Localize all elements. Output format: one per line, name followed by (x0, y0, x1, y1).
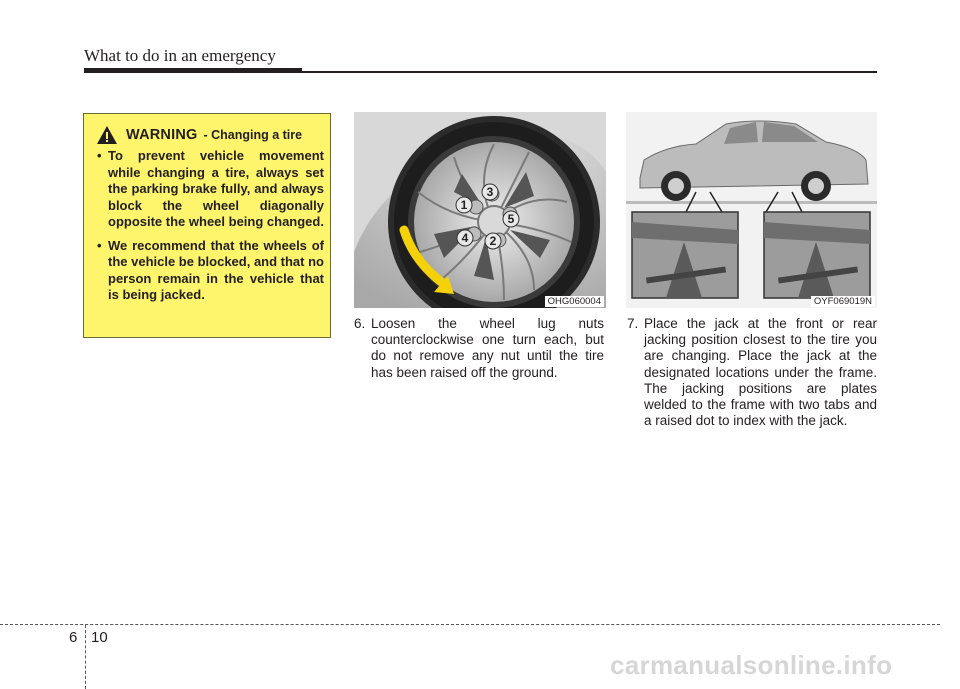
wheel-lug-nut-figure (354, 112, 606, 308)
warning-label: WARNING (126, 127, 198, 143)
page-number: 10 (91, 629, 108, 646)
step-number: 6. (354, 316, 366, 331)
footer-page-divider (85, 625, 86, 689)
lug-nut-label: 1 (460, 198, 468, 212)
jacking-position-figure (626, 112, 877, 308)
wheel-illustration (354, 112, 606, 308)
warning-list (96, 148, 324, 311)
step-text: Loosen the wheel lug nuts counterclockwise one turn each, but do not remove any nut until the tire has been raised off the ground. (371, 316, 604, 380)
warning-heading (96, 125, 302, 145)
warning-item (96, 238, 324, 304)
figure-code: OYF069019N (811, 296, 875, 307)
step-6 (354, 316, 604, 381)
warning-item-text: To prevent vehicle movement while changing a tire, always set the parking brake fully, and always block the wheel diagonally opposite the wheel being changed. (108, 148, 324, 229)
footer-divider (0, 624, 940, 625)
bullet-glyph: • (97, 148, 102, 163)
chapter-number: 6 (69, 629, 78, 646)
header-rule-accent (84, 68, 302, 73)
lug-nut-label: 4 (461, 231, 469, 245)
bullet-glyph: • (97, 237, 102, 253)
step-7 (627, 316, 877, 429)
warning-item-text: We recommend that the wheels of the vehicle be blocked, and that no person remain in the vehicle that is being jacked. (108, 237, 324, 302)
warning-subtitle: - Changing a tire (203, 128, 303, 142)
watermark: carmanualsonline.info (610, 650, 893, 680)
page-header-title: What to do in an emergency (84, 46, 276, 65)
lug-nut-label: 3 (486, 185, 494, 199)
warning-box (83, 113, 331, 338)
figure-code: OHG060004 (545, 296, 604, 307)
step-text: Place the jack at the front or rear jacking position closest to the tire you are changing. Place the jack at the designated locations under the frame. The jacking positions are plates welded to the frame with two tabs and a raised dot to index with the jack. (644, 316, 877, 429)
jack-illustration (626, 112, 877, 308)
warning-item (96, 148, 324, 231)
lug-nut-label: 2 (489, 234, 497, 248)
warning-triangle-icon (96, 125, 118, 145)
lug-nut-label: 5 (507, 212, 515, 226)
step-number: 7. (627, 316, 639, 331)
